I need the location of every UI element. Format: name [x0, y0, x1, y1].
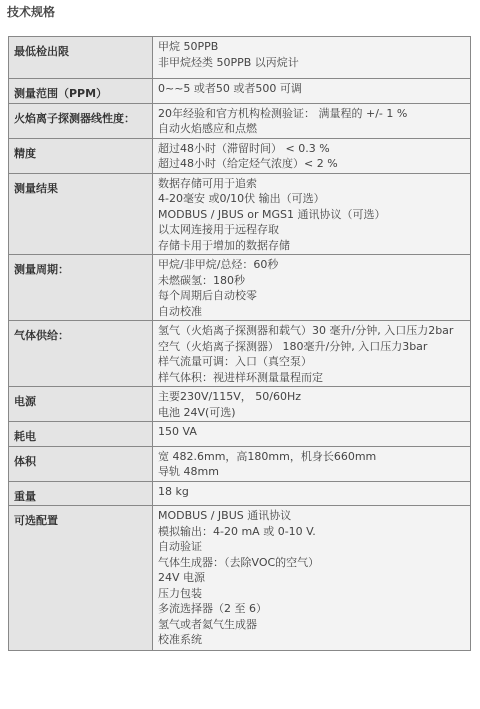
- spec-value: [153, 79, 471, 104]
- spec-value: [153, 422, 471, 447]
- spec-value-line: MODBUS / JBUS or MGS1 通讯协议（可选）: [158, 207, 386, 221]
- spec-label: 耗电: [9, 422, 153, 447]
- spec-value-line: 自动火焰感应和点燃: [158, 122, 257, 135]
- spec-value-line: 样气体积：视进样环测量量程而定: [158, 370, 323, 384]
- spec-value-line: 压力包装: [158, 586, 202, 600]
- spec-value-line: 自动验证: [158, 540, 202, 553]
- spec-row: [9, 255, 471, 321]
- spec-label: 精度: [9, 138, 153, 173]
- spec-label: 测量周期：: [9, 255, 153, 321]
- spec-row: [9, 481, 471, 506]
- spec-value: [153, 255, 471, 321]
- spec-label: 气体供给：: [9, 321, 153, 387]
- spec-value: [153, 446, 471, 481]
- spec-row: [9, 506, 471, 651]
- page-title: 技术规格: [7, 5, 56, 19]
- spec-value-line: 校准系统: [158, 633, 202, 646]
- spec-value-line: 超过48小时（给定烃气浓度）< 2 %: [158, 157, 338, 170]
- spec-value: [153, 173, 471, 255]
- spec-value-line: 氢气（火焰离子探测器和载气）30 毫升/分钟, 入口压力2bar: [158, 324, 454, 337]
- spec-value-line: 150 VA: [158, 425, 197, 438]
- spec-row: [9, 387, 471, 422]
- spec-value-line: 多流选择器（2 至 6）: [158, 602, 267, 615]
- spec-value-line: 存储卡用于增加的数据存储: [158, 238, 290, 252]
- spec-value-line: 数据存储可用于追索: [158, 176, 257, 190]
- spec-value-line: 气体生成器：（去除VOC的空气）: [158, 555, 320, 569]
- spec-value-line: 每个周期后自动校零: [158, 289, 257, 302]
- spec-value-line: 18 kg: [158, 484, 189, 498]
- spec-value-line: 4-20毫安 或0/10伏 输出（可选）: [158, 192, 325, 205]
- spec-value-line: 自动校准: [158, 304, 202, 318]
- spec-value-line: 以太网连接用于远程存取: [158, 223, 279, 236]
- spec-value: [153, 103, 471, 138]
- spec-value-line: 超过48小时（滞留时间） < 0.3 %: [158, 141, 330, 155]
- spec-row: [9, 79, 471, 104]
- spec-value: [153, 321, 471, 387]
- spec-value-line: 导轨 48mm: [158, 465, 219, 478]
- spec-label: 最低检出限: [9, 37, 153, 79]
- spec-table: [8, 36, 471, 651]
- spec-value-line: 非甲烷烃类 50PPB 以丙烷计: [158, 55, 299, 69]
- spec-value-line: 宽 482.6mm，高180mm，机身长660mm: [158, 449, 377, 463]
- spec-row: [9, 37, 471, 79]
- spec-value-line: 未燃碳氢：180秒: [158, 273, 245, 287]
- spec-value: [153, 138, 471, 173]
- spec-value-line: 样气流量可调：入口（真空泵）: [158, 355, 312, 368]
- spec-value-line: 氢气或者氦气生成器: [158, 617, 257, 631]
- spec-value-line: 24V 电源: [158, 571, 206, 584]
- spec-label: 测量范围（PPM）: [9, 79, 153, 104]
- spec-value-line: 甲烷/非甲烷/总烃：60秒: [158, 258, 279, 271]
- spec-label: 体积: [9, 446, 153, 481]
- spec-value-line: 甲烷 50PPB: [158, 40, 219, 53]
- spec-label: 可选配置: [9, 506, 153, 651]
- spec-value-line: 20年经验和官方机构检测验证： 满量程的 +/- 1 %: [158, 106, 408, 120]
- spec-value-line: 电池 24V(可选): [158, 405, 236, 419]
- spec-value-line: MODBUS / JBUS 通讯协议: [158, 509, 292, 522]
- spec-value-line: 模拟输出：4-20 mA 或 0-10 V.: [158, 524, 316, 538]
- spec-value-line: 0~~5 或者50 或者500 可调: [158, 82, 302, 95]
- spec-row: [9, 173, 471, 255]
- spec-value: [153, 387, 471, 422]
- spec-row: [9, 446, 471, 481]
- spec-label: 火焰离子探测器线性度：: [9, 103, 153, 138]
- spec-value-line: 主要230V/115V， 50/60Hz: [158, 390, 301, 403]
- spec-row: [9, 422, 471, 447]
- spec-row: [9, 138, 471, 173]
- spec-value: [153, 481, 471, 506]
- spec-label: 重量: [9, 481, 153, 506]
- spec-value-line: 空气（火焰离子探测器） 180毫升/分钟, 入口压力3bar: [158, 339, 428, 353]
- spec-label: 测量结果: [9, 173, 153, 255]
- spec-row: [9, 103, 471, 138]
- spec-value: [153, 37, 471, 79]
- spec-row: [9, 321, 471, 387]
- spec-label: 电源: [9, 387, 153, 422]
- spec-value: [153, 506, 471, 651]
